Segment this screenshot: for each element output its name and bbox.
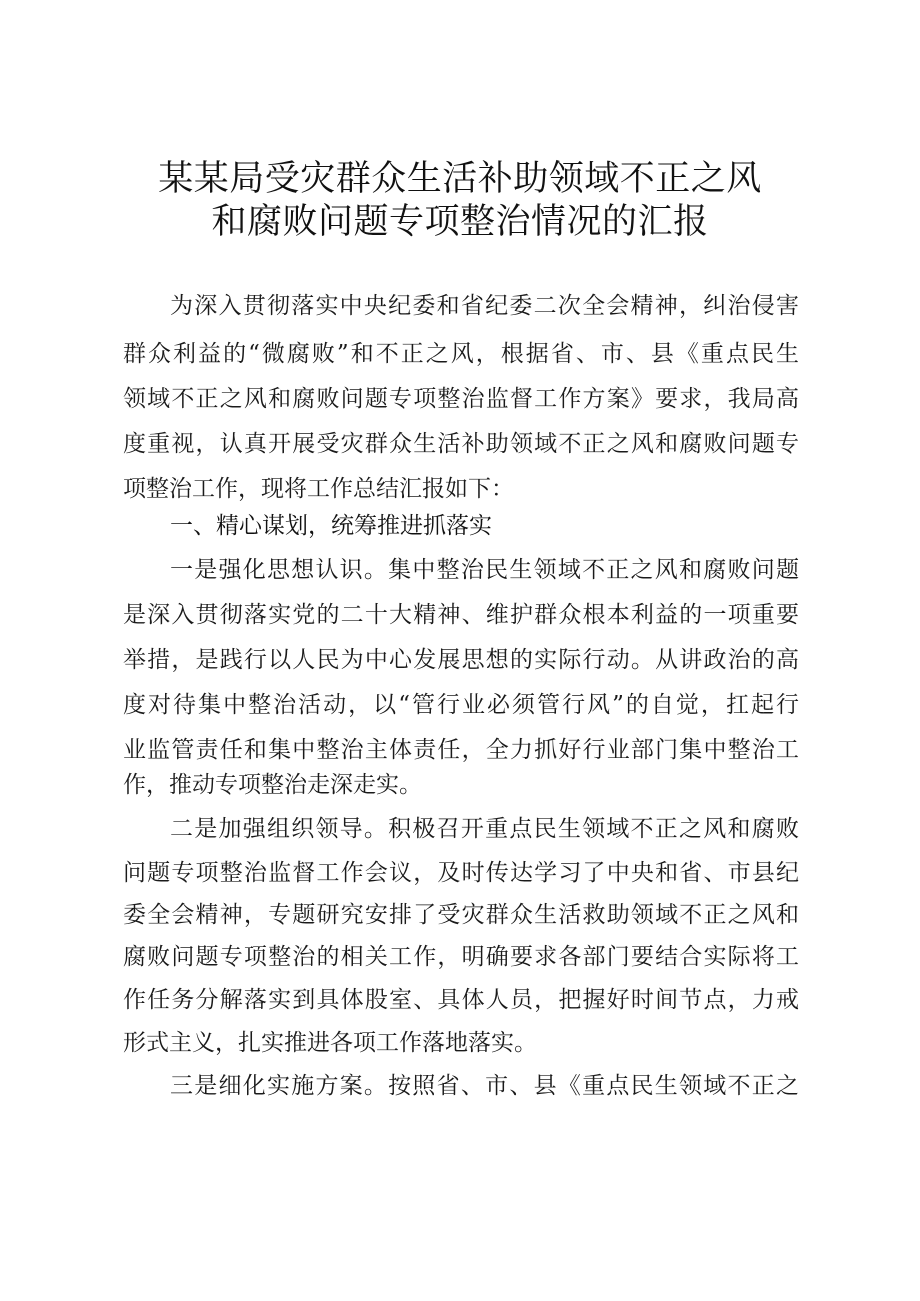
- document-title-line-2: 和腐败问题专项整治情况的汇报: [211, 202, 709, 242]
- para1-line: 举措，是践行以人民为中心发展思想的实际行动。从讲政治的高: [123, 647, 799, 673]
- intro-line: 领域不正之风和腐败问题专项整治监督工作方案》要求，我局高: [123, 386, 799, 412]
- para2-line: 作任务分解落实到具体股室、具体人员，把握好时间节点，力戒: [123, 987, 799, 1013]
- para2-line: 腐败问题专项整治的相关工作，明确要求各部门要结合实际将工: [123, 944, 799, 970]
- para1-line: 是深入贯彻落实党的二十大精神、维护群众根本利益的一项重要: [123, 602, 799, 628]
- para1-line: 度对待集中整治活动，以“管行业必须管行风”的自觉，扛起行: [123, 692, 799, 718]
- section-heading: 一、精心谋划，统筹推进抓落实: [170, 513, 492, 539]
- intro-line: 群众利益的“微腐败”和不正之风，根据省、市、县《重点民生: [123, 341, 799, 367]
- para2-line: 形式主义，扎实推进各项工作落地落实。: [123, 1030, 537, 1056]
- para2-line: 问题专项整治监督工作会议，及时传达学习了中央和省、市县纪: [123, 860, 799, 886]
- intro-line: 度重视，认真开展受灾群众生活补助领域不正之风和腐败问题专: [123, 431, 799, 457]
- para1-line: 一是强化思想认识。集中整治民生领域不正之风和腐败问题: [170, 557, 799, 583]
- para2-line: 委全会精神，专题研究安排了受灾群众生活救助领域不正之风和: [123, 902, 799, 928]
- para1-line: 作，推动专项整治走深走实。: [123, 772, 422, 798]
- intro-line: 项整治工作，现将工作总结汇报如下：: [123, 476, 514, 502]
- document-title-line-1: 某某局受灾群众生活补助领域不正之风: [158, 159, 762, 199]
- intro-line: 为深入贯彻落实中央纪委和省纪委二次全会精神，纠治侵害: [170, 293, 799, 319]
- para3-line: 三是细化实施方案。按照省、市、县《重点民生领域不正之: [170, 1073, 799, 1099]
- para1-line: 业监管责任和集中整治主体责任，全力抓好行业部门集中整治工: [123, 737, 799, 763]
- para2-line: 二是加强组织领导。积极召开重点民生领域不正之风和腐败: [170, 816, 799, 842]
